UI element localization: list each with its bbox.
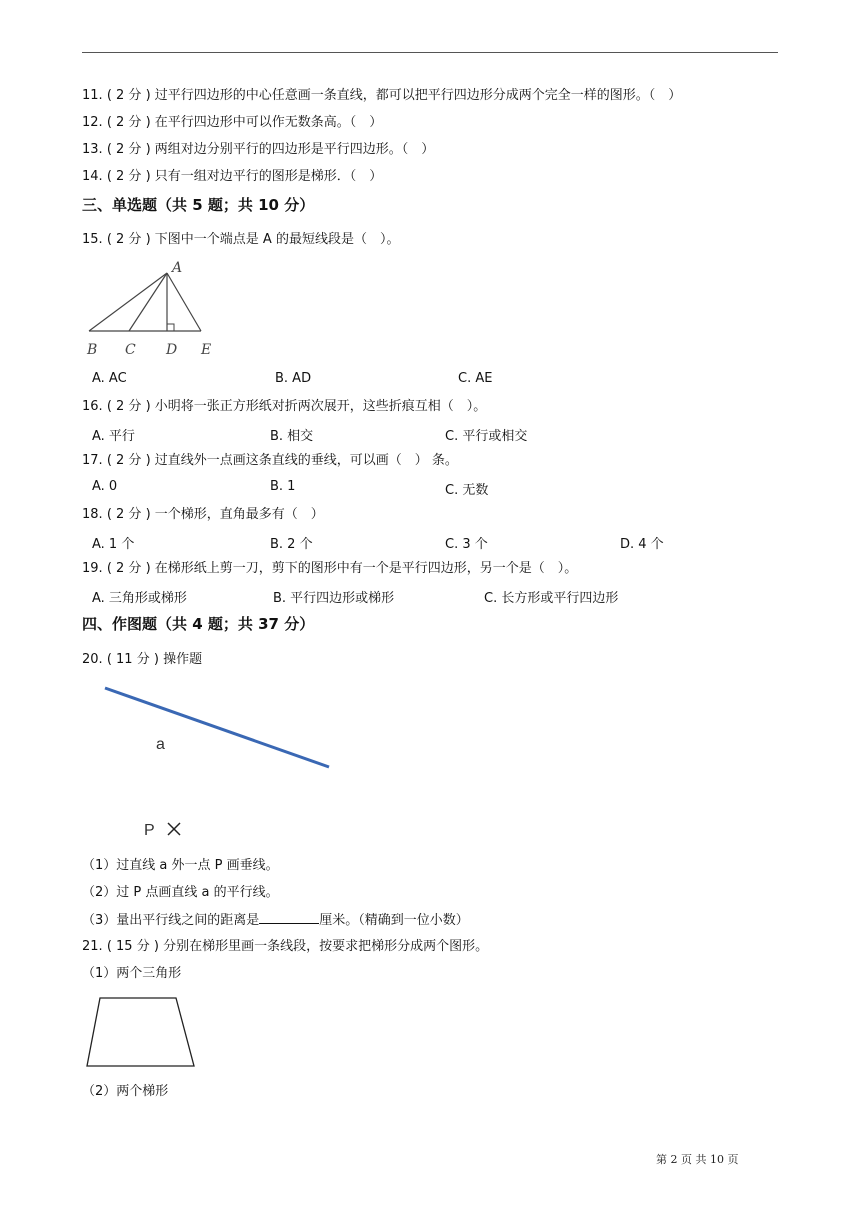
question-number: 17. [82, 453, 103, 468]
question-text: 操作题 [163, 652, 203, 667]
sub-question-2: （2）两个梯形 [82, 1084, 169, 1099]
question-score: ( 2 分 ) [106, 88, 151, 103]
question-text: 一个梯形，直角最多有（ ） [154, 507, 324, 522]
question-number: 13. [82, 142, 103, 157]
sub-question-1: （1）过直线 a 外一点 P 画垂线。 [82, 858, 279, 873]
question-12 [82, 114, 382, 132]
question-number: 21. [82, 939, 103, 954]
question-number: 18. [82, 507, 103, 522]
question-score: ( 2 分 ) [106, 453, 151, 468]
question-score: ( 2 分 ) [106, 142, 151, 157]
line-a [105, 688, 329, 767]
option-c: C. 3 个 [445, 537, 488, 552]
label-line-a: a [156, 736, 165, 753]
option-b: B. 平行四边形或梯形 [273, 591, 395, 606]
question-score: ( 2 分 ) [106, 169, 151, 184]
question-score: ( 2 分 ) [106, 232, 151, 247]
label-d: D [166, 342, 178, 358]
segment-ae [167, 273, 201, 331]
question-number: 12. [82, 115, 103, 130]
question-17 [82, 452, 458, 470]
option-a: A. 平行 [92, 429, 135, 444]
option-b: B. 2 个 [270, 537, 313, 552]
sub-question-text: （3）量出平行线之间的距离是 [82, 913, 260, 928]
question-score: ( 2 分 ) [106, 507, 151, 522]
question-number: 11. [82, 88, 103, 103]
question-11 [82, 87, 681, 105]
question-score: ( 11 分 ) [106, 652, 159, 667]
label-point-p: P [144, 822, 155, 839]
question-21 [82, 938, 488, 956]
option-c: C. 无数 [445, 483, 489, 498]
option-c: C. AE [458, 371, 493, 386]
line-point-figure [100, 680, 340, 845]
segment-ab [89, 273, 167, 331]
question-text: 在梯形纸上剪一刀，剪下的图形中有一个是平行四边形，另一个是（ ）。 [154, 561, 578, 576]
question-number: 20. [82, 652, 103, 667]
question-score: ( 2 分 ) [106, 561, 151, 576]
segment-ac [129, 273, 167, 331]
option-b: B. 相交 [270, 429, 314, 444]
question-text: 下图中一个端点是 A 的最短线段是（ ）。 [154, 232, 400, 247]
question-number: 15. [82, 232, 103, 247]
label-e: E [201, 342, 212, 358]
option-b: B. AD [275, 371, 312, 386]
question-20 [82, 651, 202, 669]
sub-question-2: （2）过 P 点画直线 a 的平行线。 [82, 885, 279, 900]
question-number: 19. [82, 561, 103, 576]
option-b: B. 1 [270, 479, 296, 494]
label-b: B [87, 342, 98, 358]
question-text: 分别在梯形里画一条线段，按要求把梯形分成两个图形。 [163, 939, 489, 954]
question-number: 16. [82, 399, 103, 414]
triangle-figure [82, 258, 232, 362]
question-18 [82, 506, 324, 524]
label-c: C [125, 342, 136, 358]
section-title-drawing: 四、作图题（共 4 题；共 37 分） [82, 615, 315, 633]
question-15 [82, 231, 399, 249]
trapezoid-figure [84, 995, 200, 1069]
page-number: 第 2 页 共 10 页 [656, 1153, 739, 1166]
option-c: C. 长方形或平行四边形 [484, 591, 619, 606]
question-16 [82, 398, 486, 416]
question-text: 过平行四边形的中心任意画一条直线，都可以把平行四边形分成两个完全一样的图形。（ ） [154, 88, 682, 103]
question-text: 在平行四边形中可以作无数条高。（ ） [154, 115, 383, 130]
question-score: ( 15 分 ) [106, 939, 159, 954]
sub-question-text: 厘米。（精确到一位小数） [319, 913, 469, 928]
header-rule [82, 52, 778, 53]
question-text: 小明将一张正方形纸对折两次展开，这些折痕互相（ ）。 [154, 399, 487, 414]
option-c: C. 平行或相交 [445, 429, 528, 444]
sub-question-3 [82, 911, 469, 930]
question-14 [82, 168, 382, 186]
answer-blank[interactable] [259, 911, 319, 924]
question-number: 14. [82, 169, 103, 184]
option-a: A. AC [92, 371, 127, 386]
option-a: A. 0 [92, 479, 118, 494]
question-text: 只有一组对边平行的图形是梯形．（ ） [154, 169, 383, 184]
option-a: A. 三角形或梯形 [92, 591, 187, 606]
trapezoid-shape [87, 998, 194, 1066]
option-a: A. 1 个 [92, 537, 135, 552]
sub-question-1: （1）两个三角形 [82, 966, 182, 981]
section-title-single-choice: 三、单选题（共 5 题；共 10 分） [82, 196, 315, 214]
question-text: 过直线外一点画这条直线的垂线，可以画（ ） 条。 [154, 453, 458, 468]
question-text: 两组对边分别平行的四边形是平行四边形。（ ） [154, 142, 435, 157]
question-19 [82, 560, 577, 578]
right-angle-mark [167, 324, 174, 331]
question-13 [82, 141, 434, 159]
cross-mark-icon [168, 823, 180, 835]
question-score: ( 2 分 ) [106, 115, 151, 130]
label-a: A [172, 260, 183, 276]
option-d: D. 4 个 [620, 537, 664, 552]
question-score: ( 2 分 ) [106, 399, 151, 414]
